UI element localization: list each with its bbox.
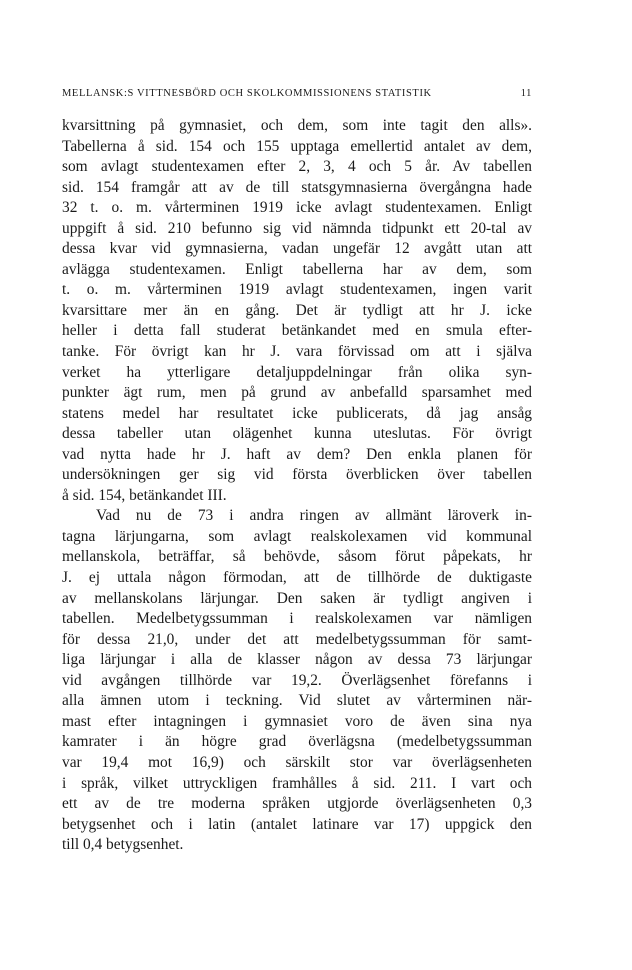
running-header bbox=[62, 88, 532, 99]
text-line: J. ej uttala någon förmodan, att de tillhörde de duktigaste bbox=[62, 569, 532, 587]
text-line: 32 t. o. m. vårterminen 1919 icke avlagt studentexamen. Enligt bbox=[62, 199, 532, 217]
text-line: mellanskola, beträffar, så behövde, såsom förut påpekats, hr bbox=[62, 548, 532, 566]
text-line: kvarsittning på gymnasiet, och dem, som inte tagit den alls». bbox=[62, 117, 532, 134]
text-line: tabellen. Medelbetygssumman i realskolexamen var nämligen bbox=[62, 610, 532, 628]
text-line: undersökningen ger sig vid första överblicken över tabellen bbox=[62, 466, 532, 484]
paragraph-end-line: å sid. 154, betänkandet III. bbox=[62, 486, 227, 504]
running-title: MELLANSK:S VITTNESBÖRD OCH SKOLKOMMISSIONENS STATISTIK bbox=[62, 88, 432, 99]
text-line: Tabellerna å sid. 154 och 155 upptaga emellertid antalet av dem, bbox=[62, 137, 532, 155]
text-line: för dessa 21,0, under det att medelbetygssumman för samt- bbox=[62, 630, 532, 648]
text-line: punkter ägt rum, men på grund av anbefalld sparsamhet med bbox=[62, 384, 532, 402]
text-line: liga lärjungar i alla de klasser någon av dessa 73 lärjungar bbox=[62, 651, 532, 669]
text-line: heller i detta fall studerat betänkandet med en smula efter- bbox=[62, 322, 532, 340]
text-line: vid avgången tillhörde var 19,2. Överlägsenhet förefanns i bbox=[62, 671, 532, 689]
text-line: dessa kvar vid gymnasierna, vadan ungefär 12 avgått utan att bbox=[62, 240, 532, 258]
text-line: verket ha ytterligare detaljuppdelningar från olika syn- bbox=[62, 363, 532, 381]
text-line: statens medel har resultatet icke publicerats, då jag ansåg bbox=[62, 404, 532, 422]
text-line: som avlagt studentexamen efter 2, 3, 4 och 5 år. Av tabellen bbox=[62, 158, 532, 176]
paragraph-end-line: till 0,4 betygsenhet. bbox=[62, 836, 184, 854]
body-text bbox=[62, 116, 532, 856]
text-line: alla ämnen utom i teckning. Vid slutet av vårterminen när- bbox=[62, 692, 532, 710]
text-line: av mellanskolans lärjungar. Den saken är tydligt angiven i bbox=[62, 589, 532, 607]
text-line: t. o. m. vårterminen 1919 avlagt studentexamen, ingen varit bbox=[62, 281, 532, 299]
text-line: sid. 154 framgår att av de till statsgymnasierna övergångna hade bbox=[62, 178, 532, 196]
text-line: tanke. För övrigt kan hr J. vara förvissad om att i själva bbox=[62, 343, 532, 361]
text-line: mast efter intagningen i gymnasiet voro de även sina nya bbox=[62, 712, 532, 730]
text-line: kvarsittare mer än en gång. Det är tydligt att hr J. icke bbox=[62, 301, 532, 319]
text-line: var 19,4 mot 16,9) och särskilt stor var överlägsenheten bbox=[62, 753, 532, 771]
text-line: vad nytta hade hr J. haft av dem? Den enkla planen för bbox=[62, 445, 532, 463]
text-line: avlägga studentexamen. Enligt tabellerna har av dem, som bbox=[62, 260, 532, 278]
text-line: i språk, vilket uttryckligen framhålles å sid. 211. I vart och bbox=[62, 774, 532, 792]
text-line: uppgift å sid. 210 befunno sig vid nämnda tidpunkt ett 20-tal av bbox=[62, 219, 532, 237]
text-line: kamrater i än högre grad överlägsna (medelbetygssumman bbox=[62, 733, 532, 751]
text-line: betygsenhet och i latin (antalet latinare var 17) uppgick den bbox=[62, 815, 532, 833]
text-line: dessa tabeller utan olägenhet kunna uteslutas. För övrigt bbox=[62, 425, 532, 443]
paragraph-start-line: Vad nu de 73 i andra ringen av allmänt läroverk in- bbox=[96, 507, 532, 525]
page-number: 11 bbox=[520, 88, 532, 99]
text-line: tagna lärjungarna, som avlagt realskolexamen vid kommunal bbox=[62, 527, 532, 545]
text-line: ett av de tre moderna språken utgjorde överlägsenheten 0,3 bbox=[62, 795, 532, 813]
